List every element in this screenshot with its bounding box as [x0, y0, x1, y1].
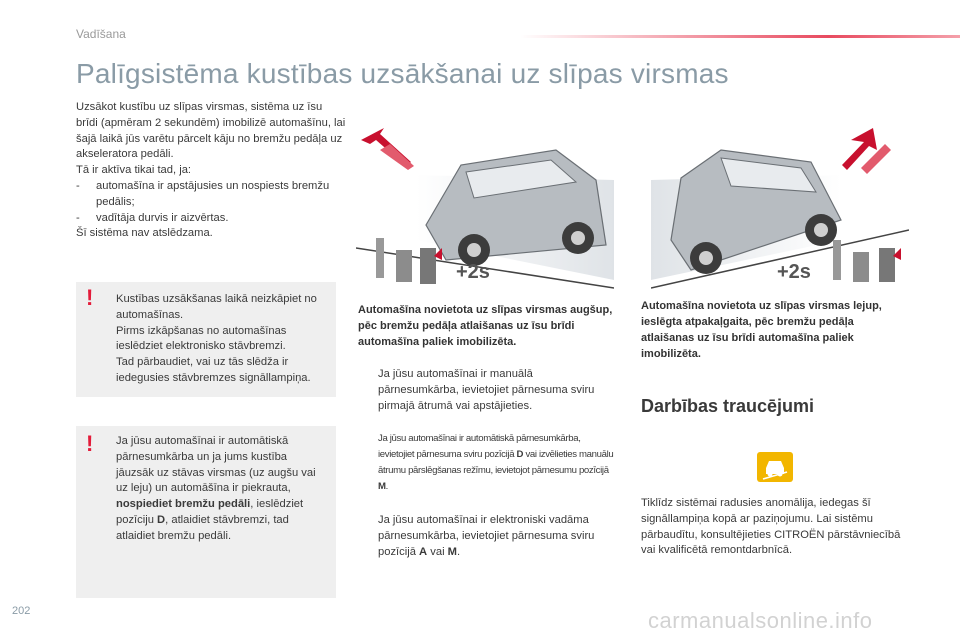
uphill-arrow-icon — [361, 128, 414, 170]
caption-uphill: Automašīna novietota uz slīpas virsmas augšup, pēc bremžu pedāļa atlaišanas uz īsu brīdi automašīna paliek imobilizēta. — [358, 304, 613, 348]
intro-list-item: - automašīna ir apstājusies un nospiests bremžu pedālis; — [76, 179, 330, 208]
header-accent-line — [520, 35, 960, 38]
intro-note: Šī sistēma nav atslēdzama. — [76, 227, 213, 240]
hill-assist-warning-icon — [757, 452, 793, 482]
warning-box-automatic — [76, 426, 336, 598]
intro-paragraph: Uzsākot kustību uz slīpas virsmas, sistēma uz īsu brīdi (apmēram 2 sekundēm) imobilizē automašīnu, lai šajā laikā jūs varētu pārcelt kāju no bremžu pedāļa uz akseleratora pedāli. — [76, 101, 346, 161]
warning-line: Pirms izkāpšanas no automašīnas ieslēdziet elektronisko stāvbremzi. — [116, 324, 287, 353]
intro-condition: Tā ir aktīva tikai tad, ja: — [76, 164, 192, 177]
section-header: Vadīšana — [76, 27, 126, 41]
faults-title: Darbības traucējumi — [641, 396, 815, 416]
timer-badge: +2s — [777, 261, 811, 283]
warning-box-parking — [76, 282, 336, 397]
bullet-marker — [358, 367, 378, 414]
watermark: carmanualsonline.info — [648, 608, 873, 633]
intro-text — [76, 100, 346, 242]
pedals-icon — [376, 238, 442, 284]
warning-icon: ! — [86, 431, 94, 456]
timer-badge: +2s — [456, 261, 490, 283]
warning-text: Ja jūsu automašīnai ir automātiskā pārnesumkārba un ja jums kustība jāuzsāk uz stāvas virsmas (uz augšu vai uz leju) un automāšīna ir piekrauta, nospiediet bremžu pedāli, ieslēdziet pozīciju D, atlaidiet stāvbremzi, tad atlaidiet bremžu pedāli. — [116, 435, 316, 542]
caption-downhill: Automašīna novietota uz slīpas virsmas lejup, ieslēgta atpakaļgaita, pēc bremžu pedāļa atlaišanas uz īsu brīdi automašīna paliek imobilizēta. — [641, 300, 882, 360]
downhill-arrow-icon — [842, 128, 891, 174]
page-title: Palīgsistēma kustības uzsākšanai uz slīpas virsmas — [76, 58, 729, 89]
intro-list-item: - vadītāja durvis ir aizvērtas. — [76, 211, 229, 224]
warning-line: Kustības uzsākšanas laikā neizkāpiet no automašīnas. — [116, 293, 317, 321]
downhill-illustration — [651, 120, 909, 290]
bullet-marker — [358, 513, 378, 560]
pedals-icon — [833, 240, 901, 282]
bullet-electronic: Ja jūsu automašīnai ir elektroniski vadāma pārnesumkārba, ievietojiet pārnesuma sviru pozīcijā A vai M. — [358, 513, 614, 560]
faults-text: Tiklīdz sistēmai radusies anomālija, iedegas šī signāllampiņa kopā ar paziņojumu. Lai sistēmu pārbaudītu, konsultējieties CITROËN pārstāvniecībā vai kvalificētā remontdarbnīcā. — [641, 497, 901, 557]
uphill-illustration — [356, 120, 614, 290]
bullet-manual: Ja jūsu automašīnai ir manuālā pārnesumkārba, ievietojiet pārnesuma sviru pirmajā ātrumā vai apstājieties. — [358, 367, 614, 414]
bullet-automatic: Ja jūsu automašīnai ir automātiskā pārnesumkārba, ievietojiet pārnesuma sviru pozīcijā D vai izvēlieties manuālu ātrumu pārslēgšanas režīmu, ievietojot pārnesumu pozīcijā M. — [358, 431, 616, 495]
warning-line: Tad pārbaudiet, vai uz tās slēdža ir iedegusies stāvbremzes signāllampiņa. — [116, 356, 311, 384]
page-number: 202 — [12, 605, 31, 617]
bullet-marker — [358, 431, 378, 495]
warning-icon: ! — [86, 285, 94, 310]
